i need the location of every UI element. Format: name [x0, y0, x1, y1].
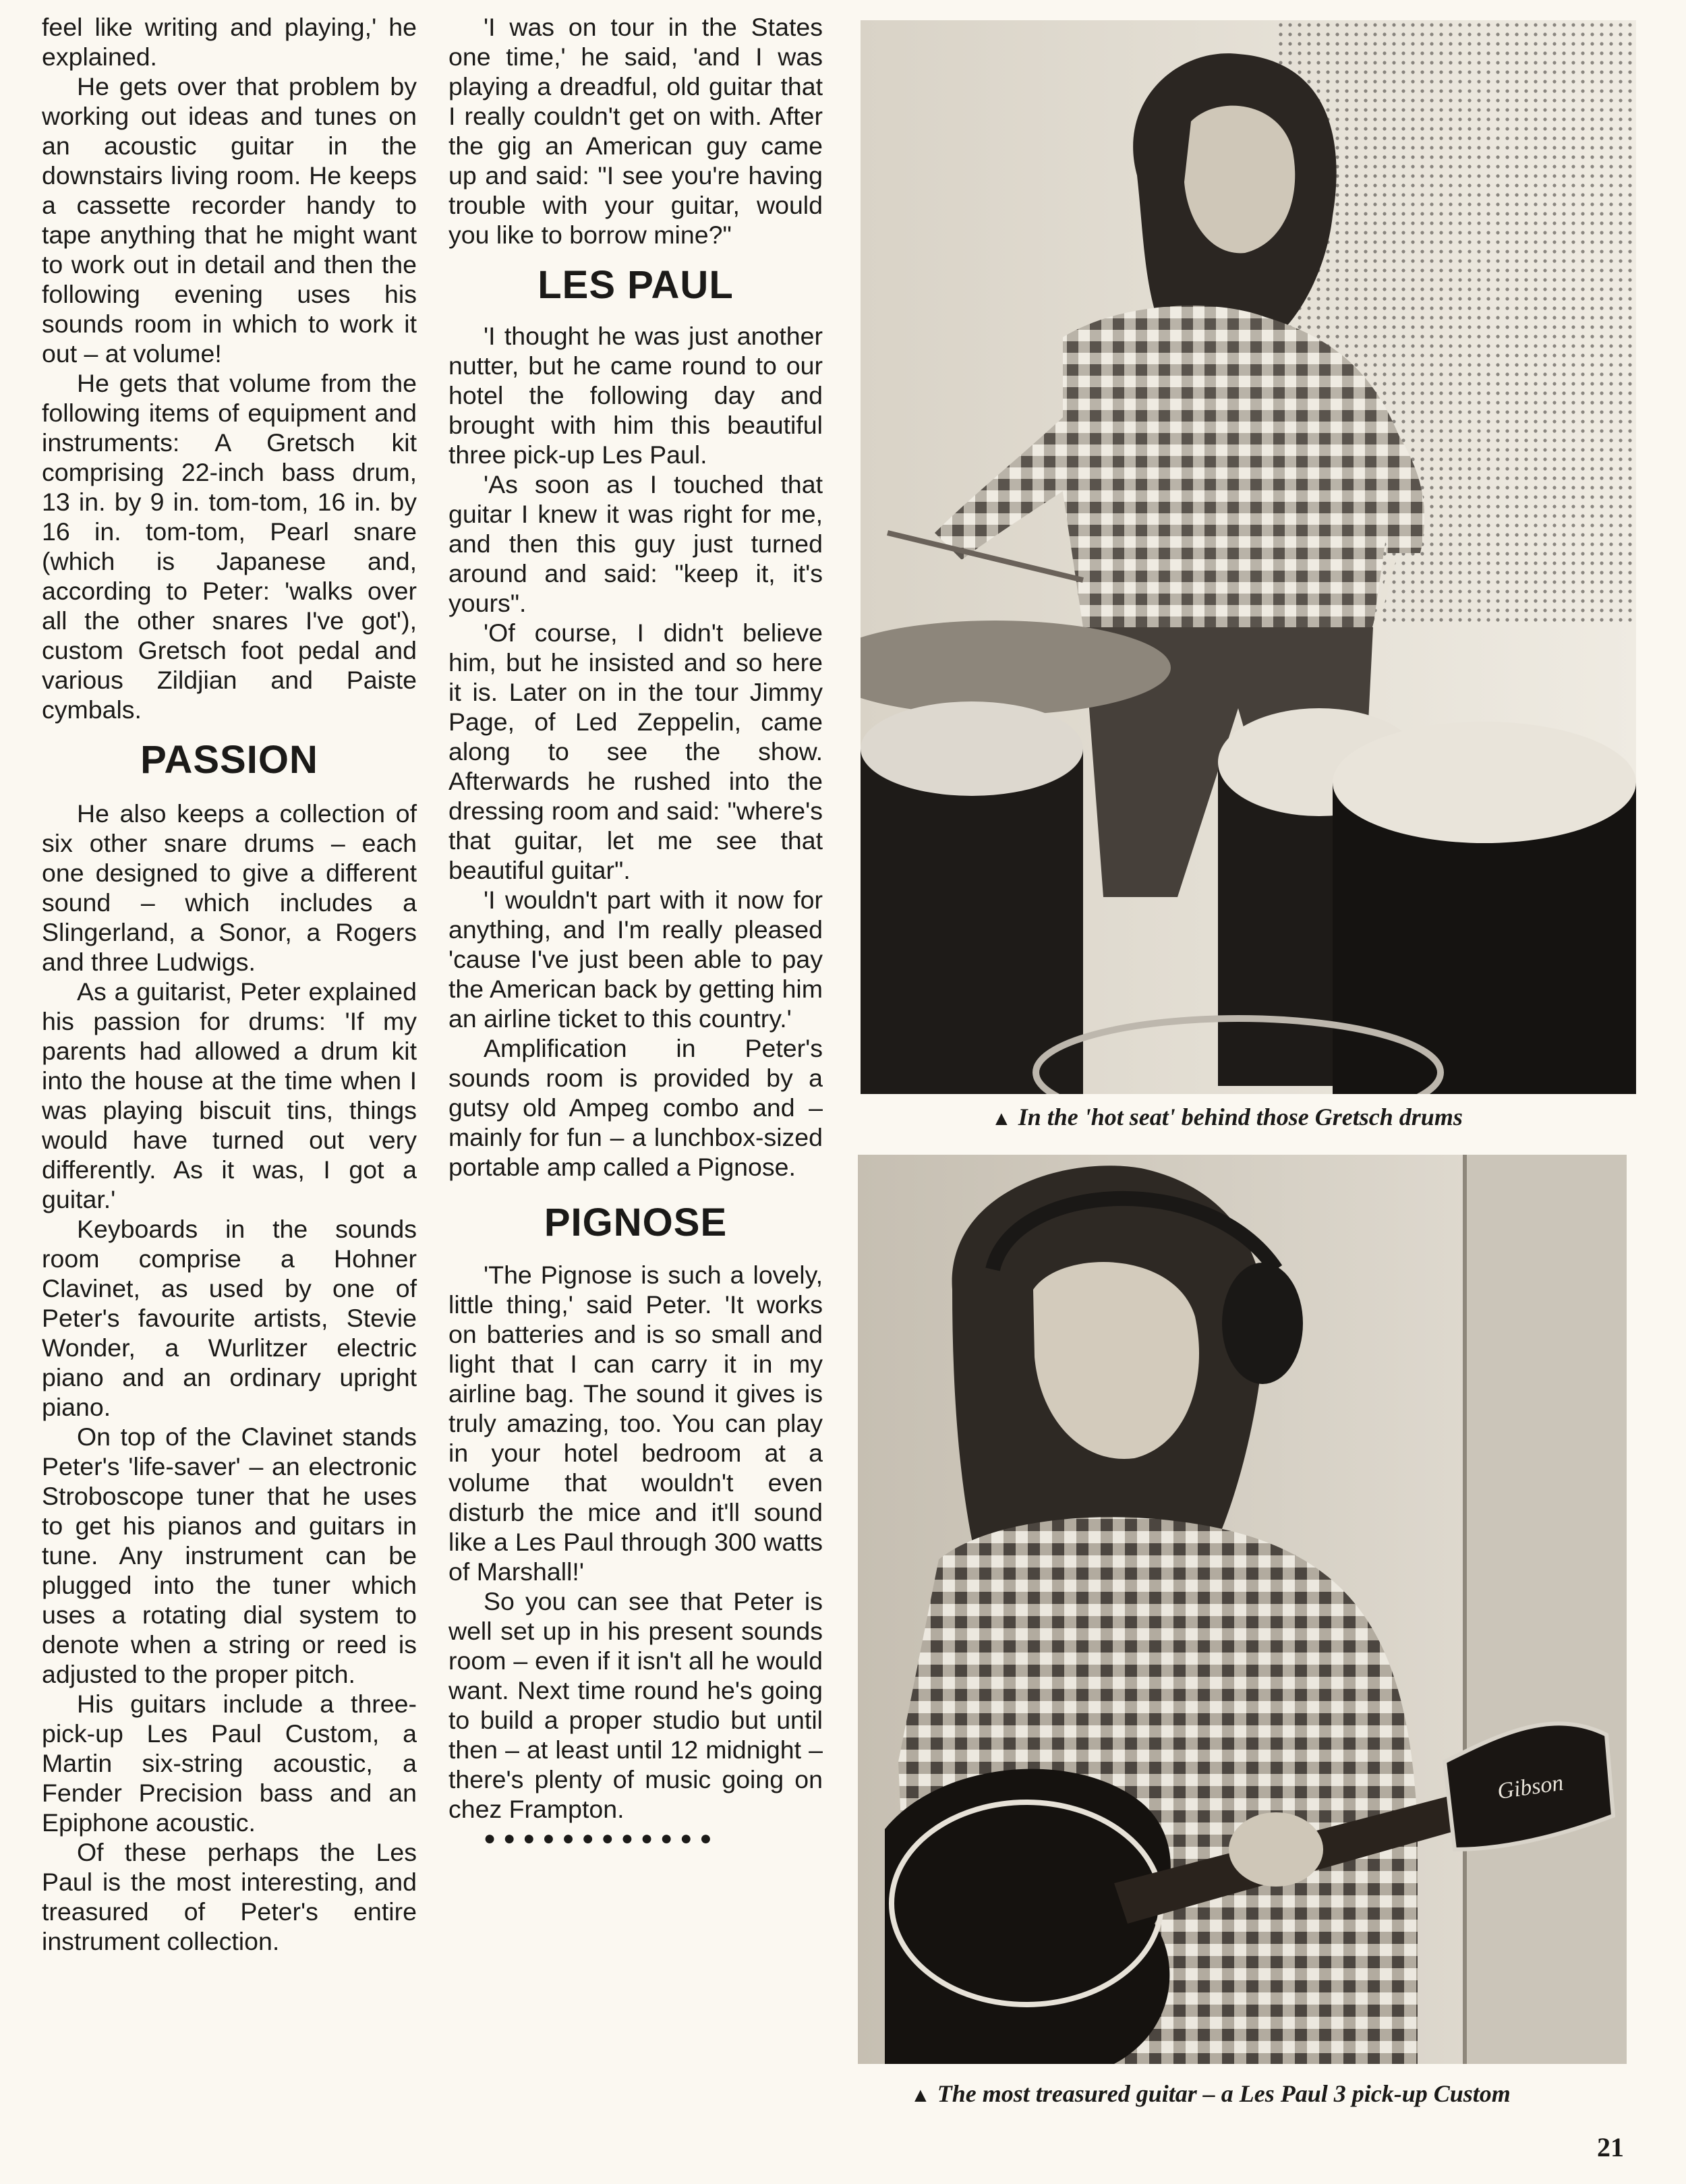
article-column-left	[42, 12, 417, 1956]
photo-guitarist-illustration	[858, 1155, 1627, 2064]
photo-guitarist	[858, 1155, 1627, 2064]
paragraph: He gets over that problem by working out ideas and tunes on an acoustic guitar in the downstairs living room. He keeps a cassette recorder handy to tape anything that he might want to work out in detail and then the following evening uses his sounds room in which to work it out – at volume!	[42, 72, 417, 368]
photo-caption-text: In the 'hot seat' behind those Gretsch drums	[1018, 1103, 1463, 1130]
section-heading-les-paul: LES PAUL	[537, 263, 734, 307]
paragraph: He gets that volume from the following items of equipment and instruments: A Gretsch kit comprising 22-inch bass drum, 13 in. by 9 in. tom-tom, 16 in. by 16 in. tom-tom, Pearl snare (which is Japanese and, according to Peter: 'walks over all the other snares I've got'), custom Gretsch foot pedal and various Zildjian and Paiste cymbals.	[42, 369, 417, 724]
photo-drummer-illustration	[861, 20, 1636, 1094]
paragraph: Of these perhaps the Les Paul is the most interesting, and treasured of Peter's entire instrument collection.	[42, 1838, 417, 1955]
paragraph: 'I thought he was just another nutter, but he came round to our hotel the following day and brought with him this beautiful three pick-up Les Paul.	[448, 322, 823, 469]
paragraph: 'I was on tour in the States one time,' he said, 'and I was playing a dreadful, old guitar that I really couldn't get on with. After the gig an American guy came up and said: "I see you're having trouble with your guitar, would you like to borrow mine?"	[448, 13, 823, 249]
page-number: 21	[1597, 2132, 1624, 2162]
section-heading-pignose: PIGNOSE	[544, 1201, 728, 1244]
paragraph: His guitars include a three-pick-up Les Paul Custom, a Martin six-string acoustic, a Fender Precision bass and an Epiphone acoustic.	[42, 1690, 417, 1837]
paragraph: As a guitarist, Peter explained his passion for drums: 'If my parents had allowed a drum kit into the house at the time when I was playing biscuit tins, things would have turned out very differently. As it was, I got a guitar.'	[42, 977, 417, 1213]
section-heading-passion: PASSION	[140, 738, 318, 782]
paragraph: On top of the Clavinet stands Peter's 'life-saver' – an electronic Stroboscope tuner that he uses to get his pianos and guitars in tune. Any instrument can be plugged into the tuner which uses a rotating dial system to denote when a string or reed is adjusted to the proper pitch.	[42, 1423, 417, 1688]
end-of-article-dots: ●●●●●●●●●●●●	[484, 1827, 720, 1849]
paragraph: 'As soon as I touched that guitar I knew it was right for me, and then this guy just turned around and said: "keep it, it's yours".	[448, 470, 823, 617]
paragraph: 'I wouldn't part with it now for anything, and I'm really pleased 'cause I've just been able to pay the American back by getting him an airline ticket to this country.'	[448, 886, 823, 1033]
caption-triangle-marker: ▲	[910, 2084, 931, 2106]
photo-caption-text: The most treasured guitar – a Les Paul 3 pick-up Custom	[937, 2080, 1511, 2107]
paragraph: feel like writing and playing,' he explained.	[42, 13, 417, 71]
photo-caption	[910, 2080, 1511, 2109]
caption-triangle-marker: ▲	[991, 1108, 1012, 1130]
guitar-headstock-logo: Gibson	[1495, 1770, 1565, 1804]
photo-caption	[991, 1103, 1463, 1132]
article-column-middle	[448, 12, 823, 1853]
paragraph: Keyboards in the sounds room comprise a Hohner Clavinet, as used by one of Peter's favourite artists, Stevie Wonder, a Wurlitzer electric piano and an ordinary upright piano.	[42, 1215, 417, 1421]
paragraph: He also keeps a collection of six other snare drums – each one designed to give a different sound – which includes a Slingerland, a Sonor, a Rogers and three Ludwigs.	[42, 799, 417, 976]
paragraph: 'Of course, I didn't believe him, but he insisted and so here it is. Later on in the tour Jimmy Page, of Led Zeppelin, came along to see the show. Afterwards he rushed into the dressing room and said: "where's that guitar, let me see that beautiful guitar".	[448, 619, 823, 884]
paragraph: Amplification in Peter's sounds room is provided by a gutsy old Ampeg combo and – mainly for fun – a lunchbox-sized portable amp called a Pignose.	[448, 1034, 823, 1181]
paragraph: 'The Pignose is such a lovely, little thing,' said Peter. 'It works on batteries and is so small and light that I can carry it in my airline bag. The sound it gives is truly amazing, too. You can play in your hotel bedroom at a volume that wouldn't even disturb the mice and it'll sound like a Les Paul through 300 watts of Marshall!'	[448, 1261, 823, 1586]
photo-drummer	[861, 20, 1636, 1094]
paragraph: So you can see that Peter is well set up in his present sounds room – even if it isn't all he would want. Next time round he's going to build a proper studio but until then – at least until 12 midnight – there's plenty of music going on chez Frampton.	[448, 1587, 823, 1823]
